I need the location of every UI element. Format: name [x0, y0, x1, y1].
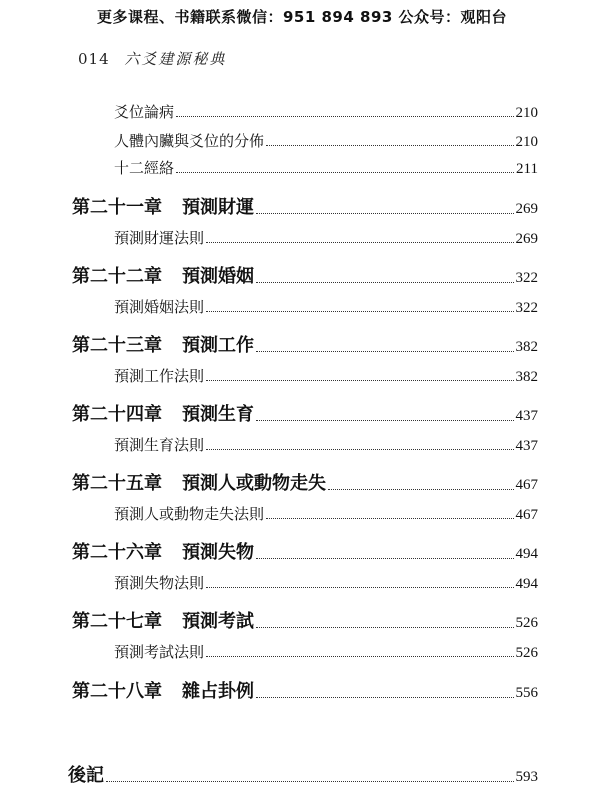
dot-leader	[256, 697, 514, 698]
toc-chapter-page: 494	[515, 546, 538, 562]
dot-leader	[206, 449, 513, 450]
toc-chapter	[72, 331, 538, 357]
toc-entry-title: 預測考試法則	[114, 643, 205, 661]
toc-afterword-page: 593	[515, 769, 538, 785]
toc-entry-title: 預測婚姻法則	[114, 298, 205, 316]
toc-entry-page: 494	[515, 576, 538, 592]
toc-entry-page: 211	[516, 161, 538, 177]
toc-chapter	[72, 262, 538, 288]
toc-entry-page: 269	[515, 231, 538, 247]
toc-chapter-title: 預測失物	[182, 542, 254, 563]
dot-leader	[328, 489, 514, 490]
dot-leader	[266, 518, 513, 519]
toc-entry-page: 382	[515, 369, 538, 385]
toc-chapter-label: 第二十一章	[72, 197, 162, 218]
toc-chapter-title: 雜占卦例	[182, 681, 254, 702]
toc-chapter-title: 預測婚姻	[182, 266, 254, 287]
toc-entry	[114, 130, 538, 151]
toc-chapter	[72, 469, 538, 495]
toc-chapter	[72, 677, 538, 703]
dot-leader	[256, 351, 514, 352]
toc-chapter-title: 預測財運	[182, 197, 254, 218]
toc-entry	[114, 572, 538, 593]
toc-entry-page: 210	[515, 134, 538, 150]
toc-entry-title: 預測財運法則	[114, 229, 205, 247]
toc-chapter-page: 437	[515, 408, 538, 424]
toc-entry-title: 預測工作法則	[114, 367, 205, 385]
dot-leader	[176, 172, 514, 173]
toc-entry-page: 210	[515, 105, 538, 121]
toc-chapter-page: 467	[515, 477, 538, 493]
toc-entry-title: 爻位論病	[114, 103, 175, 121]
toc-chapter-label: 第二十六章	[72, 542, 162, 563]
toc-afterword	[68, 761, 538, 787]
watermark-banner: 更多课程、书籍联系微信：951 894 893 公众号：观阳台	[96, 8, 508, 26]
toc-entry	[114, 365, 538, 386]
toc-entry	[114, 641, 538, 662]
toc-chapter	[72, 538, 538, 564]
toc-chapter-label: 第二十二章	[72, 266, 162, 287]
toc-chapter-title: 預測工作	[182, 335, 254, 356]
toc-chapter-page: 556	[515, 685, 538, 701]
toc-chapter	[72, 193, 538, 219]
toc-chapter-label: 第二十四章	[72, 404, 162, 425]
dot-leader	[106, 781, 514, 782]
dot-leader	[256, 213, 514, 214]
dot-leader	[256, 282, 514, 283]
toc-entry	[114, 503, 538, 524]
toc-entry-title: 人體內臟與爻位的分佈	[114, 132, 265, 150]
toc-chapter-title: 預測人或動物走失	[182, 473, 326, 494]
dot-leader	[256, 420, 514, 421]
dot-leader	[256, 558, 514, 559]
toc-chapter-label: 第二十三章	[72, 335, 162, 356]
dot-leader	[206, 242, 513, 243]
dot-leader	[176, 116, 513, 117]
dot-leader	[266, 145, 513, 146]
toc-afterword-title: 後記	[68, 765, 104, 786]
dot-leader	[256, 627, 514, 628]
toc-chapter	[72, 607, 538, 633]
toc-chapter-label: 第二十五章	[72, 473, 162, 494]
toc-chapter-page: 526	[515, 615, 538, 631]
toc-entry-title: 預測人或動物走失法則	[114, 505, 265, 523]
dot-leader	[206, 587, 513, 588]
toc-chapter-title: 預測生育	[182, 404, 254, 425]
toc-chapter-title: 預測考試	[182, 611, 254, 632]
toc-entry-page: 437	[515, 438, 538, 454]
page-number: 014	[78, 50, 110, 68]
toc-chapter-page: 322	[515, 270, 538, 286]
toc-entry	[114, 296, 538, 317]
dot-leader	[206, 380, 513, 381]
toc-entry	[114, 101, 538, 122]
dot-leader	[206, 311, 513, 312]
toc-entry-title: 預測失物法則	[114, 574, 205, 592]
toc-entry	[114, 227, 538, 248]
book-title: 六爻建源秘典	[124, 50, 227, 68]
toc-chapter-page: 382	[515, 339, 538, 355]
toc-chapter-page: 269	[515, 201, 538, 217]
toc-entry-page: 467	[515, 507, 538, 523]
toc-entry-title: 預測生育法則	[114, 436, 205, 454]
toc-entry-title: 十二經絡	[114, 159, 175, 177]
toc-chapter	[72, 400, 538, 426]
toc-entry-page: 322	[515, 300, 538, 316]
dot-leader	[206, 656, 513, 657]
toc-chapter-label: 第二十八章	[72, 681, 162, 702]
toc-entry	[114, 157, 538, 178]
toc-chapter-label: 第二十七章	[72, 611, 162, 632]
toc-entry	[114, 434, 538, 455]
toc-entry-page: 526	[515, 645, 538, 661]
